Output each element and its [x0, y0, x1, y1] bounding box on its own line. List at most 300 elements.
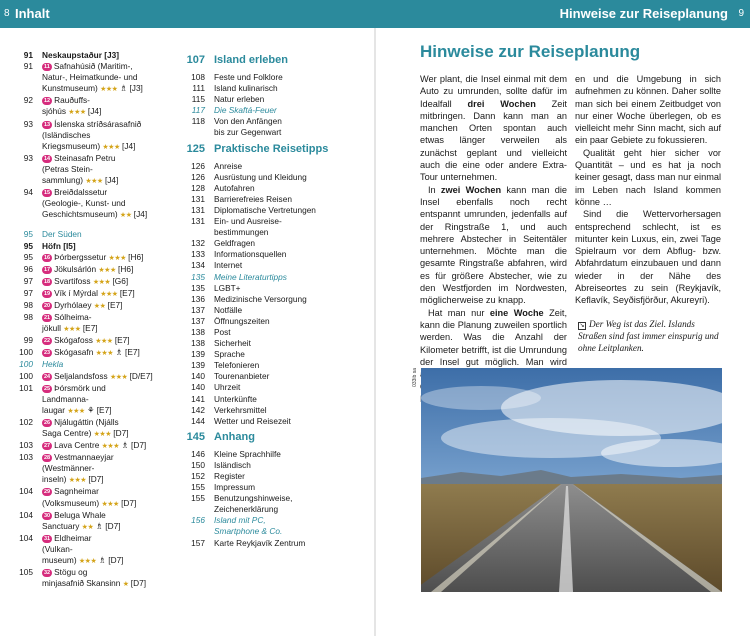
left-page-number: 8: [4, 8, 10, 19]
article-column-2: [575, 73, 721, 307]
toc-page-number: 100: [19, 359, 33, 370]
rating-stars: ★★★: [102, 143, 120, 151]
poi-number-badge: 32: [44, 570, 51, 577]
toc-title: Wetter und Reisezeit: [214, 415, 291, 426]
toc-page-number: 139: [191, 349, 205, 360]
right-page-number: 9: [738, 8, 744, 19]
poi-number-badge: 28: [44, 455, 51, 462]
toc-entry-continuation: (Westmänner-: [42, 463, 95, 474]
toc-title: Tourenanbieter: [214, 371, 270, 382]
toc-page-number: 93: [23, 152, 33, 163]
header-band-right: [375, 0, 750, 28]
toc-entry-text: [214, 260, 363, 271]
toc-entry-text: [214, 338, 363, 349]
toc-entry-text: [214, 349, 363, 360]
toc-entry-text: [214, 394, 363, 405]
toc-entry-text: [42, 417, 180, 428]
caption-arrow-icon: ↘: [579, 323, 585, 329]
toc-entry-text: [42, 252, 180, 264]
toc-entry: [8, 510, 180, 521]
toc-page-number: 138: [191, 326, 205, 337]
poi-number-badge: 25: [44, 385, 51, 392]
toc-page-number: 131: [191, 216, 205, 227]
poi-number-badge: 14: [44, 155, 51, 162]
poi-number-badge: 23: [44, 350, 51, 357]
toc-title: Þórsmörk und: [54, 382, 106, 393]
toc-title: LGBT+: [214, 282, 241, 293]
toc-entry: [183, 538, 363, 549]
toc-title: Eldheimar: [54, 532, 92, 543]
toc-section-heading: [183, 54, 363, 67]
toc-page-number: 157: [191, 537, 205, 548]
toc-entry: [183, 515, 363, 526]
toc-entry-text: [42, 567, 180, 578]
toc-entry: [183, 72, 363, 83]
toc-page-number: 140: [191, 382, 205, 393]
toc-title: Unterkünfte: [214, 393, 257, 404]
poi-number-badge: 29: [44, 489, 51, 496]
toc-title: Sicherheit: [214, 338, 251, 349]
toc-entry-continuation: Landmanna-: [42, 393, 89, 404]
toc-section-heading: [183, 143, 363, 156]
toc-entry-text: [214, 283, 363, 294]
toc-title: Benutzungshinweise,: [214, 493, 293, 504]
toc-title: Svartifoss ★★★ [G6]: [54, 275, 129, 286]
toc-entry-text: [214, 405, 363, 416]
toc-entry-text: [42, 50, 180, 61]
toc-entry-text: [42, 452, 180, 463]
toc-entry-text: [214, 460, 363, 471]
rating-stars: ★★★: [101, 500, 119, 508]
toc-entry: [8, 252, 180, 264]
toc-entry: [8, 50, 180, 61]
toc-entry-text: [214, 538, 363, 549]
text-run: Hat man nur: [428, 307, 490, 318]
rating-stars: ★★★: [95, 350, 113, 358]
toc-entry-text: [42, 383, 180, 394]
toc-entry-continuation: (Vulkan-: [42, 543, 73, 554]
toc-page-number: 137: [191, 315, 205, 326]
toc-entry: [183, 416, 363, 427]
toc-entry: [183, 161, 363, 172]
rating-stars: ★★★: [63, 326, 81, 334]
toc-page-number: 139: [191, 360, 205, 371]
rating-stars: ★★★: [78, 558, 97, 566]
toc-page-number: 140: [191, 371, 205, 382]
paragraph-6: Sind die Wettervorhersagen entsprechend schlecht, ist es mitunter kein Luxus, ein, zwei Tage Spielraum vor dem Abflug- bzw. Abfahrdatum einzubauen und dann wieder in der Nähe des Abreiseortes zu sein (Reykjavík, Keflavík, Seyðisfjörður, Akureyri).: [575, 209, 721, 306]
toc-column-left: [8, 50, 180, 590]
toc-title: Autofahren: [214, 182, 255, 193]
toc-page-number: 141: [191, 393, 205, 404]
toc-entry-text: [42, 359, 180, 370]
toc-title: Impressum: [214, 482, 256, 493]
toc-page-number: 126: [191, 160, 205, 171]
toc-page-number: 97: [23, 275, 33, 286]
toc-title: Breiðdalssetur: [54, 187, 108, 198]
toc-page-number: 136: [191, 293, 205, 304]
toc-entry-continuation: bis zur Gegenwart: [214, 127, 282, 138]
toc-title: Sólheima-: [54, 312, 92, 323]
toc-page-number: 155: [191, 482, 205, 493]
poi-number-badge: 18: [44, 278, 51, 285]
toc-title: Natur erleben: [214, 94, 265, 105]
toc-title: Anreise: [214, 160, 243, 171]
toc-title: Vestmannaeyjar: [54, 452, 114, 463]
toc-page-number: 101: [19, 382, 33, 393]
toc-page-number: 108: [191, 72, 205, 82]
toc-entry-text: [42, 510, 180, 521]
toc-entry: [183, 394, 363, 405]
toc-page-number: 142: [191, 404, 205, 415]
toc-entry-text: [42, 533, 180, 544]
toc-entry-text: [42, 119, 180, 130]
toc-page-number: 104: [19, 532, 33, 543]
toc-entry: [8, 383, 180, 394]
toc-entry-text: [214, 471, 363, 482]
toc-title: Ausrüstung und Kleidung: [214, 171, 307, 182]
toc-page-number: 100: [19, 347, 33, 358]
photo-caption: [578, 318, 722, 354]
toc-entry: [183, 260, 363, 271]
toc-title: Diplomatische Vertretungen: [214, 204, 316, 215]
text-run: Wer plant, die Insel einmal mit dem Auto zu umrunden, sollte dafür im Idealfall: [420, 74, 567, 109]
poi-number-badge: 19: [44, 290, 51, 297]
toc-entry: [8, 452, 180, 463]
toc-entry: [8, 347, 180, 359]
toc-entry: [183, 382, 363, 393]
toc-title: Njálugáttin (Njálls: [54, 416, 119, 427]
toc-entry: [8, 486, 180, 497]
toc-entry: [183, 294, 363, 305]
toc-entry: [8, 119, 180, 130]
toc-entry-text: [214, 54, 363, 67]
toc-page-number: 104: [19, 509, 33, 520]
toc-entry-text: [42, 440, 180, 452]
toc-page-number: 155: [191, 493, 205, 504]
toc-title: Post: [214, 326, 231, 337]
toc-page-number: 134: [191, 260, 205, 271]
toc-entry: [183, 116, 363, 127]
toc-page-number: 128: [191, 182, 205, 193]
toc-title: Uhrzeit: [214, 382, 241, 393]
toc-entry-text: [214, 105, 363, 116]
toc-entry-text: [214, 216, 363, 227]
toc-page-number: 97: [23, 287, 33, 298]
toc-entry: [183, 283, 363, 294]
text-run: In: [428, 184, 441, 195]
toc-entry-continuation: Sanctuary ★★ ♗ [D7]: [42, 520, 121, 531]
toc-entry-text: [42, 95, 180, 106]
toc-entry-text: [214, 249, 363, 260]
toc-page-number: 98: [23, 299, 33, 310]
toc-entry-text: [42, 347, 180, 359]
toc-title: Geldfragen: [214, 238, 256, 249]
toc-entry: [183, 305, 363, 316]
poi-number-badge: 13: [44, 121, 51, 128]
toc-page-number: 135: [191, 271, 205, 282]
toc-entry-text: [42, 276, 180, 288]
toc-entry: [183, 449, 363, 460]
toc-title: Telefonieren: [214, 360, 260, 371]
toc-entry: [183, 493, 363, 504]
toc-page-number: 131: [191, 204, 205, 215]
toc-entry: [183, 194, 363, 205]
toc-title: Island kulinarisch: [214, 83, 278, 94]
left-header-title: Inhalt: [15, 6, 50, 21]
toc-title: Höfn [I5]: [42, 240, 76, 251]
toc-title: Ein- und Ausreise-: [214, 216, 282, 227]
poi-number-badge: 11: [44, 64, 50, 71]
toc-page-number: 118: [191, 116, 205, 127]
poi-number-badge: 24: [44, 373, 51, 380]
toc-entry: [183, 94, 363, 105]
rating-stars: ★★★: [95, 338, 113, 346]
toc-title: Register: [214, 471, 245, 481]
toc-entry: [8, 153, 180, 164]
toc-page-number: 94: [23, 187, 33, 198]
poi-number-badge: 30: [44, 512, 51, 519]
toc-entry-text: [42, 229, 180, 240]
toc-title: Medizinische Versorgung: [214, 293, 307, 304]
toc-entry-continuation: museum) ★★★ ♗ [D7]: [42, 555, 124, 566]
road-landscape-image: [421, 368, 722, 592]
poi-number-badge: 27: [44, 443, 51, 450]
toc-page-number: 91: [23, 61, 33, 72]
toc-title: Hekla: [42, 359, 64, 370]
toc-entry-text: [214, 83, 363, 94]
toc-title: Jökulsárlón ★★★ [H6]: [54, 263, 134, 274]
paragraph-5: Qualität geht hier sicher vor Quantität – und es hat ja noch keiner gesagt, dass man nur einmal im Leben nach Island kommen könne …: [575, 147, 721, 207]
toc-title: Barrierefreies Reisen: [214, 193, 292, 204]
toc-page-number: 150: [191, 459, 205, 470]
toc-page-number: 146: [191, 448, 205, 459]
toc-entry-continuation: minjasafnið Skansinn ★ [D7]: [42, 578, 147, 589]
toc-page-number: 96: [23, 263, 33, 274]
toc-title: Stögu og: [54, 567, 88, 578]
toc-entry-text: [214, 382, 363, 393]
toc-entry-text: [214, 431, 363, 444]
toc-entry: [8, 288, 180, 300]
toc-title: Lava Centre ★★★ ♗ [D7]: [54, 440, 147, 451]
toc-entry-text: [214, 94, 363, 105]
poi-number-badge: 22: [44, 338, 51, 345]
toc-entry-text: [214, 194, 363, 205]
rating-stars: ★★: [93, 302, 106, 310]
toc-entry-continuation: Smartphone & Co.: [214, 526, 283, 537]
toc-entry-text: [214, 416, 363, 427]
toc-entry-text: [214, 143, 363, 156]
text-run: Zeit mitbringen. Dann kann man an manchen Orten spontan auch etwas länger verweilen als zunächst geplant und vielleicht auch die eine oder andere Extra-Tour unternehmen.: [420, 98, 567, 183]
poi-number-badge: 26: [44, 419, 51, 426]
toc-entry: [183, 205, 363, 216]
rating-stars: ★★★: [108, 254, 126, 262]
toc-entry-text: [214, 305, 363, 316]
toc-entry-continuation: laugar ★★★ ⚘ [E7]: [42, 404, 112, 415]
toc-entry-text: [214, 272, 363, 283]
poi-number-badge: 31: [44, 535, 51, 542]
rating-stars: ★★★: [98, 266, 116, 274]
toc-title: Informationsquellen: [214, 249, 287, 260]
toc-page-number: 93: [23, 118, 33, 129]
toc-entry-continuation: Zeichenerklärung: [214, 504, 279, 515]
article-column-1: [420, 73, 567, 405]
rating-stars: ★★★: [100, 86, 118, 94]
header-band-left: [0, 0, 375, 28]
toc-page-number: 133: [191, 249, 205, 260]
toc-title: Safnahúsið (Maritim-,: [53, 61, 133, 72]
toc-entry: [183, 238, 363, 249]
poi-number-badge: 15: [44, 190, 51, 197]
toc-title: Þórbergssetur ★★★ [H6]: [54, 251, 144, 262]
toc-entry: [8, 567, 180, 578]
toc-page-number: 100: [19, 370, 33, 381]
toc-entry-text: [42, 300, 180, 312]
poi-number-badge: 17: [44, 266, 51, 273]
paragraph-2: [420, 184, 567, 307]
toc-title: Der Süden: [42, 229, 82, 240]
toc-section-heading: [183, 431, 363, 444]
toc-title: Karte Reykjavík Zentrum: [214, 537, 306, 548]
toc-column-right: [183, 50, 363, 549]
toc-entry: [183, 371, 363, 382]
toc-page-number: 145: [186, 430, 205, 443]
toc-entry-continuation: Saga Centre) ★★★ [D7]: [42, 428, 129, 438]
toc-entry: [183, 316, 363, 327]
toc-entry: [8, 276, 180, 288]
toc-entry: [8, 335, 180, 347]
rating-stars: ★★★: [85, 178, 103, 186]
toc-title: Internet: [214, 260, 243, 271]
toc-page-number: 152: [191, 471, 205, 481]
toc-entry-continuation: sjóhús ★★★ [J4]: [42, 106, 102, 117]
toc-gap: [8, 221, 180, 229]
article-title: Hinweise zur Reiseplanung: [420, 42, 641, 61]
poi-number-badge: 20: [44, 302, 51, 309]
toc-entry: [183, 249, 363, 260]
toc-entry: [8, 187, 180, 198]
toc-entry: [183, 83, 363, 94]
toc-page-number: 99: [23, 335, 33, 346]
toc-entry-continuation: Kriegsmuseum) ★★★ [J4]: [42, 140, 136, 151]
paragraph-4: en und die Umgebung in sich aufnehmen zu können. Daher sollte man sich bei einem Zeitbudget von nur einer Woche überlegen, ob es vielleicht mehr Sinn macht, sich auf ein paar Gebiete zu fokussieren.: [575, 74, 721, 146]
toc-entry: [8, 264, 180, 276]
toc-page-number: 138: [191, 338, 205, 349]
rating-stars: ★★★: [101, 443, 119, 451]
toc-entry-text: [42, 486, 180, 497]
toc-entry-text: [42, 241, 180, 252]
toc-entry-text: [42, 264, 180, 276]
toc-entry-text: [214, 327, 363, 338]
toc-entry: [8, 95, 180, 106]
toc-entry: [183, 482, 363, 493]
rating-stars: ★★★: [93, 431, 111, 438]
toc-title: Neskaupstaður [J3]: [42, 50, 120, 60]
toc-title: Kleine Sprachhilfe: [214, 448, 281, 459]
toc-title: Von den Anfängen: [214, 116, 282, 127]
rating-stars: ★★★: [109, 373, 128, 381]
toc-title: Íslenska stríðsárasafnið: [54, 118, 142, 129]
rating-stars: ★★★: [92, 278, 111, 286]
toc-entry-text: [214, 294, 363, 305]
toc-entry: [8, 312, 180, 323]
toc-entry-text: [214, 161, 363, 172]
toc-entry-text: [42, 187, 180, 198]
toc-title: Sagnheimar: [54, 486, 99, 497]
rating-stars: ★★★: [68, 477, 87, 485]
toc-page-number: 103: [19, 440, 33, 451]
toc-entry-text: [214, 360, 363, 371]
toc-page-number: 132: [191, 238, 205, 249]
toc-page-number: 111: [192, 83, 205, 94]
toc-page-number: 144: [191, 415, 205, 426]
toc-entry-text: [214, 449, 363, 460]
rating-stars: ★★★: [67, 407, 85, 415]
toc-title: Steinasafn Petru: [54, 152, 116, 163]
text-run: kann man die Insel ebenfalls noch recht entspannt umrunden, jedenfalls auf der Ringstraße 1, und auch mehrere Abstecher in Seitentäler unternehmen. Möchte man die gesamte Ringstraße abfahren, wird es für größere Abstecher, wie zu den Westfjorden im Nordwesten, möglicherweise zu knapp.: [420, 184, 567, 306]
toc-entry: [183, 338, 363, 349]
toc-title: Isländisch: [214, 459, 251, 470]
toc-entry-continuation: (Geologie-, Kunst- und: [42, 198, 126, 209]
toc-entry: [8, 371, 180, 383]
toc-title: Praktische Reisetipps: [214, 142, 329, 155]
toc-entry-continuation: jökull ★★★ [E7]: [42, 323, 98, 334]
toc-entry-continuation: (Isländisches: [42, 129, 91, 140]
road-photo: [421, 368, 722, 592]
toc-entry-text: [42, 371, 180, 383]
toc-page-number: 98: [23, 312, 33, 323]
page-gutter: [374, 28, 376, 636]
poi-number-badge: 21: [44, 315, 51, 322]
toc-entry: [183, 349, 363, 360]
toc-entry-text: [42, 61, 180, 72]
toc-title: Beluga Whale: [54, 509, 106, 520]
toc-entry-text: [42, 288, 180, 300]
rating-stars: ★★: [81, 523, 94, 531]
toc-entry-continuation: inseln) ★★★ [D7]: [42, 474, 104, 485]
toc-entry-text: [42, 335, 180, 347]
toc-page-number: 103: [19, 452, 33, 463]
rating-stars: ★★: [119, 212, 132, 220]
toc-entry: [183, 471, 363, 482]
toc-page-number: 135: [191, 282, 205, 293]
toc-entry: [8, 440, 180, 452]
toc-entry-text: [214, 238, 363, 249]
photo-credit: 033ib sa: [412, 368, 418, 387]
toc-page-number: 126: [191, 171, 205, 182]
toc-entry-continuation: Kunstmuseum) ★★★ ♗ [J3]: [42, 83, 143, 94]
toc-entry: [8, 359, 180, 370]
toc-entry-text: [214, 72, 363, 83]
toc-page-number: 104: [19, 486, 33, 497]
toc-entry: [183, 272, 363, 283]
toc-entry-continuation: Natur-, Heimatkunde- und: [42, 72, 138, 83]
toc-entry-continuation: (Petras Stein-: [42, 163, 93, 174]
right-header-title: Hinweise zur Reiseplanung: [559, 6, 728, 21]
toc-title: Anhang: [214, 430, 255, 443]
paragraph-1: [420, 73, 567, 184]
rating-stars: ★: [122, 581, 129, 589]
toc-title: Verkehrsmittel: [214, 404, 267, 415]
rating-stars: ★★★: [68, 109, 86, 117]
toc-entry-text: [214, 205, 363, 216]
toc-entry-text: [214, 482, 363, 493]
caption-text: Der Weg ist das Ziel. Islands Straßen sind fast immer einspurig und ohne Leitplanken.: [578, 319, 719, 353]
toc-page-number: 91: [23, 50, 33, 60]
toc-page-number: 107: [186, 54, 205, 66]
toc-entry: [183, 360, 363, 371]
toc-page-number: 131: [191, 193, 205, 204]
toc-title: Seljalandsfoss ★★★ [D/E7]: [54, 370, 153, 381]
